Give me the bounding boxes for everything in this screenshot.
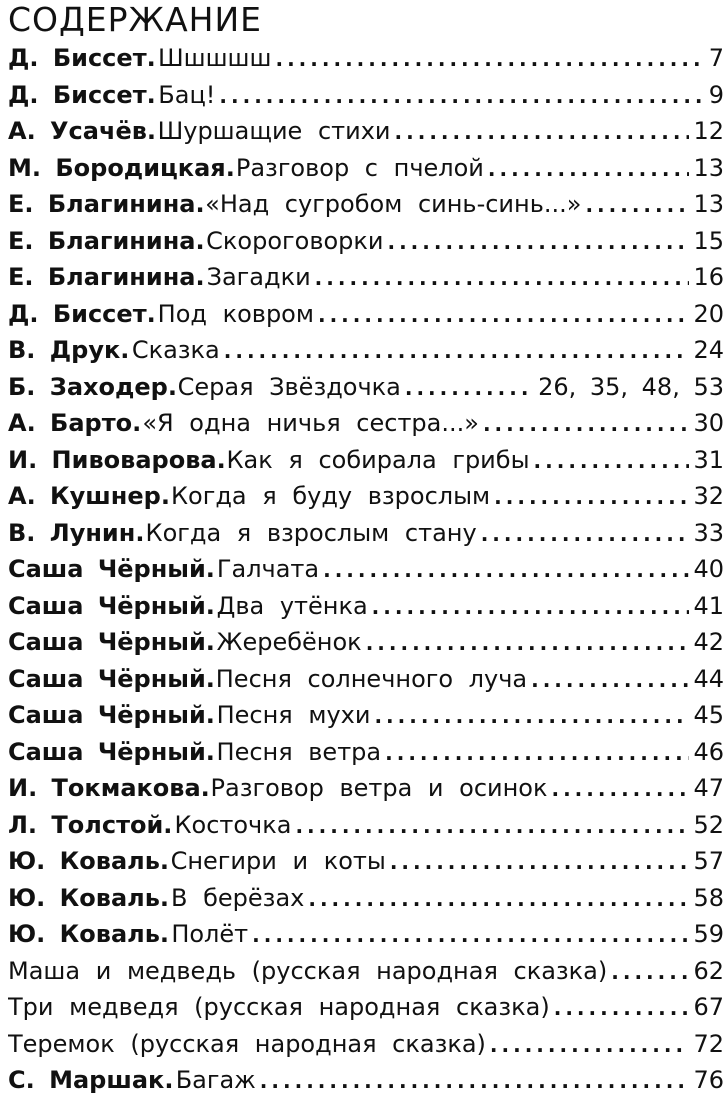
dot-leader <box>219 78 704 114</box>
toc-entry <box>8 624 724 661</box>
entry-title: В берёзах <box>171 883 305 912</box>
entry-page-number: 72 <box>693 1029 724 1058</box>
entry-title: Песня солнечного луча <box>215 664 528 693</box>
entry-page-number: 33 <box>693 518 724 547</box>
entry-page-number: 52 <box>693 810 724 839</box>
dot-leader <box>494 479 689 515</box>
entry-title: Шшшшш <box>157 44 272 72</box>
dot-leader <box>385 735 689 771</box>
entry-title: Шуршащие стихи <box>157 117 391 145</box>
entry-author: Саша Чёрный. <box>8 555 215 583</box>
entry-author: Д. Биссет. <box>8 44 156 72</box>
dot-leader <box>395 114 690 150</box>
toc-entry <box>8 551 724 588</box>
toc-entry <box>8 588 724 625</box>
entry-title: Под ковром <box>157 299 314 328</box>
entry-page-number: 44 <box>693 664 724 693</box>
dot-leader <box>483 406 690 442</box>
entry-title: Багаж <box>175 1066 256 1094</box>
entry-author: Саша Чёрный. <box>8 701 215 729</box>
dot-leader <box>554 990 690 1026</box>
toc-entry <box>8 332 724 369</box>
toc-entry <box>8 113 724 150</box>
dot-leader <box>315 260 690 296</box>
entry-title: Песня мухи <box>216 701 371 729</box>
toc-entry <box>8 770 724 807</box>
entry-author: Е. Благинина. <box>8 190 205 218</box>
entry-author: С. Маршак. <box>8 1066 174 1094</box>
entry-title: Жеребёнок <box>216 628 362 656</box>
toc-entry <box>8 1062 724 1099</box>
toc-entry <box>8 916 724 953</box>
entry-author: И. Токмакова. <box>8 774 210 802</box>
entry-page-number: 40 <box>693 555 724 583</box>
entry-author: Ю. Коваль. <box>8 920 170 948</box>
entry-author: Е. Благинина. <box>8 263 205 291</box>
entry-title: Косточка <box>174 810 292 839</box>
entry-title: Серая Звёздочка <box>177 372 401 401</box>
dot-leader <box>372 589 690 625</box>
entry-author: А. Барто. <box>8 409 142 437</box>
entry-page-number: 57 <box>693 847 724 875</box>
entry-title: Песня ветра <box>216 737 382 766</box>
dot-leader <box>295 808 689 844</box>
entry-author: А. Кушнер. <box>8 482 170 510</box>
entry-page-number: 47 <box>693 774 724 802</box>
entry-title: «Над сугробом синь-синь...» <box>205 190 582 218</box>
entry-author: А. Усачёв. <box>8 117 157 145</box>
entry-author: Ю. Коваль. <box>8 847 170 875</box>
entry-title: Галчата <box>216 555 320 583</box>
entry-title: Три медведя (русская народная сказка) <box>8 993 550 1021</box>
dot-leader <box>405 370 534 406</box>
entry-title: Скороговорки <box>206 226 384 255</box>
toc-entry <box>8 442 724 479</box>
dot-leader <box>490 1027 690 1063</box>
entry-author: В. Друк. <box>8 336 130 364</box>
entry-page-number: 15 <box>693 226 724 255</box>
entry-author: Е. Благинина. <box>8 226 205 255</box>
entry-author: Д. Биссет. <box>8 80 156 109</box>
dot-leader <box>275 41 704 77</box>
entry-title: Сказка <box>131 336 220 364</box>
entry-title: Бац! <box>158 80 216 109</box>
entry-page-number: 31 <box>693 445 724 474</box>
dot-leader <box>531 662 689 698</box>
entry-author: Саша Чёрный. <box>8 591 215 620</box>
entry-title: Разговор ветра и осинок <box>210 774 548 802</box>
entry-title: Снегири и коты <box>170 847 386 875</box>
dot-leader <box>252 917 689 953</box>
entry-page-number: 16 <box>693 263 724 291</box>
entry-author: Д. Биссет. <box>8 299 156 328</box>
toc-entry <box>8 369 724 406</box>
toc-entry <box>8 880 724 917</box>
entry-page-number: 46 <box>693 737 724 766</box>
dot-leader <box>318 297 689 333</box>
entry-page-number: 12 <box>693 117 724 145</box>
toc-entry <box>8 186 724 223</box>
entry-page-number: 26, 35, 48, 53 <box>538 372 724 401</box>
entry-author: Саша Чёрный. <box>8 628 215 656</box>
entry-title: Как я собирала грибы <box>226 445 530 474</box>
entry-title: Два утёнка <box>216 591 368 620</box>
dot-leader <box>534 443 690 479</box>
entry-author: Б. Заходер. <box>8 372 177 401</box>
entry-author: В. Лунин. <box>8 518 145 547</box>
entry-page-number: 13 <box>693 190 724 218</box>
dot-leader <box>551 771 689 807</box>
toc-entry <box>8 734 724 771</box>
entry-author: И. Пивоварова. <box>8 445 226 474</box>
dot-leader <box>611 954 689 990</box>
entry-page-number: 9 <box>708 80 724 109</box>
toc-entry <box>8 405 724 442</box>
entry-author: Саша Чёрный. <box>8 737 215 766</box>
entry-page-number: 20 <box>693 299 724 328</box>
entry-title: Разговор с пчелой <box>235 153 484 182</box>
toc-entry <box>8 150 724 187</box>
entry-page-number: 67 <box>693 993 724 1021</box>
toc-entry <box>8 77 724 114</box>
dot-leader <box>390 844 690 880</box>
dot-leader <box>481 516 690 552</box>
entry-author: Ю. Коваль. <box>8 883 170 912</box>
entry-title: «Я одна ничья сестра...» <box>142 409 479 437</box>
entry-title: Теремок (русская народная сказка) <box>8 1029 486 1058</box>
entry-author: Саша Чёрный. <box>8 664 215 693</box>
dot-leader <box>488 151 690 187</box>
entry-title: Когда я буду взрослым <box>170 482 491 510</box>
toc-entry <box>8 223 724 260</box>
toc-entry <box>8 478 724 515</box>
entry-title: Полёт <box>171 920 249 948</box>
toc-entry <box>8 807 724 844</box>
dot-leader <box>387 224 689 260</box>
toc-entry <box>8 953 724 990</box>
entry-page-number: 41 <box>693 591 724 620</box>
entry-page-number: 32 <box>693 482 724 510</box>
dot-leader <box>366 625 690 661</box>
entry-page-number: 76 <box>693 1066 724 1094</box>
entry-page-number: 13 <box>693 153 724 182</box>
entry-author: М. Бородицкая. <box>8 153 235 182</box>
entry-page-number: 59 <box>693 920 724 948</box>
entry-page-number: 58 <box>693 883 724 912</box>
dot-leader <box>374 698 689 734</box>
toc-entry <box>8 40 724 77</box>
entry-title: Маша и медведь (русская народная сказка) <box>8 956 608 985</box>
toc-entry <box>8 697 724 734</box>
entry-title: Загадки <box>206 263 311 291</box>
toc-list <box>8 40 724 1099</box>
entry-page-number: 30 <box>693 409 724 437</box>
toc-entry <box>8 1026 724 1063</box>
dot-leader <box>323 552 689 588</box>
dot-leader <box>224 333 690 369</box>
entry-page-number: 7 <box>708 44 724 72</box>
entry-page-number: 42 <box>693 628 724 656</box>
dot-leader <box>585 187 689 223</box>
toc-entry <box>8 989 724 1026</box>
toc-entry <box>8 259 724 296</box>
dot-leader <box>260 1063 690 1099</box>
dot-leader <box>308 881 689 917</box>
toc-entry <box>8 515 724 552</box>
page-title: СОДЕРЖАНИЕ <box>8 0 263 39</box>
toc-entry <box>8 843 724 880</box>
entry-page-number: 62 <box>693 956 724 985</box>
entry-title: Когда я взрослым стану <box>145 518 477 547</box>
toc-entry <box>8 661 724 698</box>
entry-page-number: 45 <box>693 701 724 729</box>
toc-entry <box>8 296 724 333</box>
entry-author: Л. Толстой. <box>8 810 173 839</box>
entry-page-number: 24 <box>693 336 724 364</box>
